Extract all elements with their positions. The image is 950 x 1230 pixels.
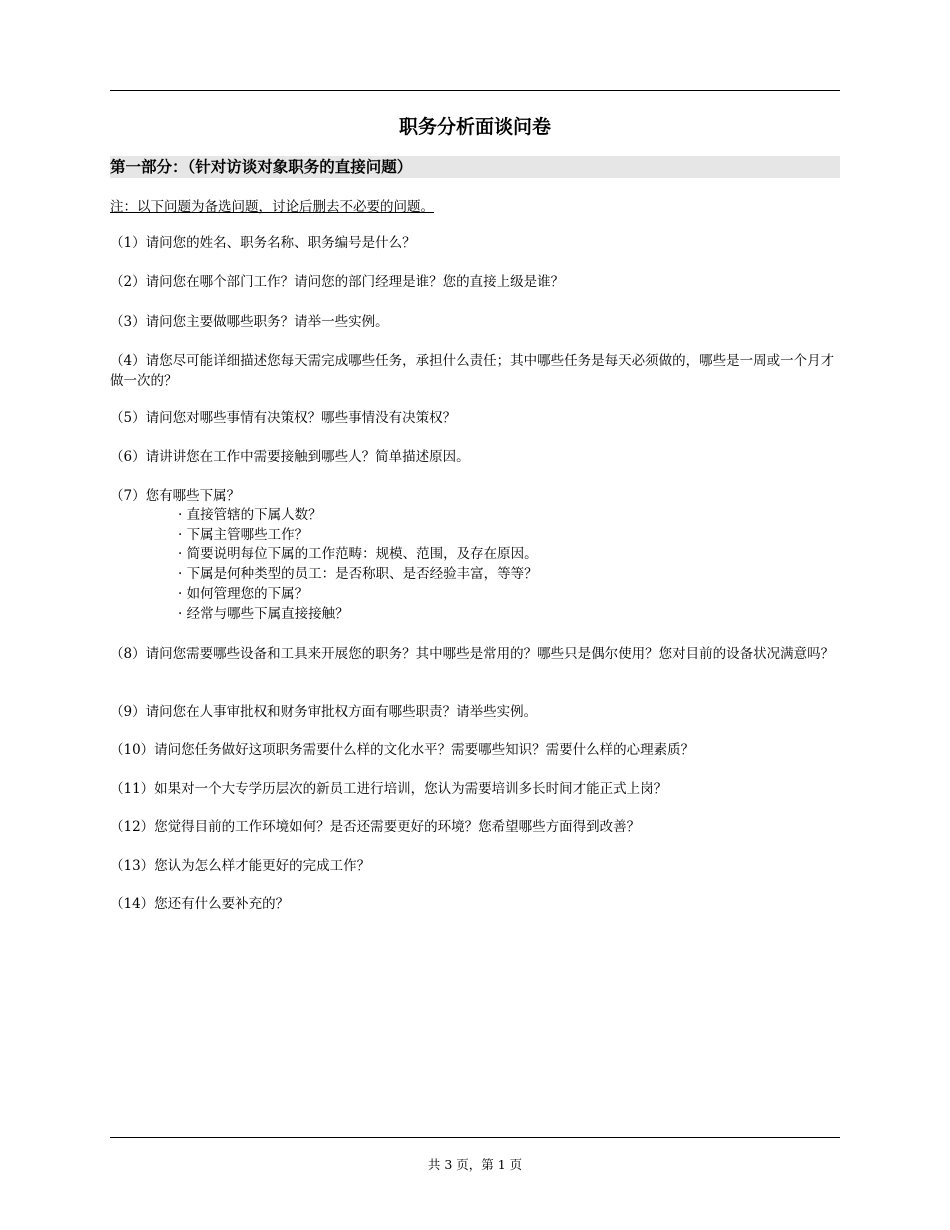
question-4: （4）请您尽可能详细描述您每天需完成哪些任务，承担什么责任；其中哪些任务是每天必须做的，哪些是一周或一个月才做一次的？ xyxy=(110,353,835,389)
question-12: （12）您觉得目前的工作环境如何？是否还需要更好的环境？您希望哪些方面得到改善？ xyxy=(110,819,641,835)
question-7: （7）您有哪些下属？ xyxy=(110,488,241,504)
question-1: （1）请问您的姓名、职务名称、职务编号是什么？ xyxy=(110,235,416,251)
section-heading: 第一部分：（针对访谈对象职务的直接问题） xyxy=(110,156,840,178)
instruction-note: 注：以下问题为备选问题，讨论后删去不必要的问题。 xyxy=(110,199,434,215)
question-9: （9）请问您在人事审批权和财务审批权方面有哪些职责？请举些实例。 xyxy=(110,704,538,720)
question-8: （8）请问您需要哪些设备和工具来开展您的职务？其中哪些是常用的？哪些只是偶尔使用？您对目前的设备状况满意吗？ xyxy=(110,646,835,662)
document-title: 职务分析面谈问卷 xyxy=(398,116,551,138)
subitem: · 下属主管哪些工作？ xyxy=(178,526,309,543)
subitem: · 下属是何种类型的员工：是否称职、是否经验丰富，等等？ xyxy=(178,566,538,583)
question-7-subitems xyxy=(178,506,538,624)
subitem: · 如何管理您的下属？ xyxy=(178,585,309,602)
question-13: （13）您认为怎么样才能更好的完成工作？ xyxy=(110,858,371,874)
subitem: · 简要说明每位下属的工作范畴：规模、范围，及存在原因。 xyxy=(178,546,538,563)
question-10: （10）请问您任务做好这项职务需要什么样的文化水平？需要哪些知识？需要什么样的心理素质？ xyxy=(110,742,695,758)
question-14: （14）您还有什么要补充的？ xyxy=(110,896,290,912)
question-3: （3）请问您主要做哪些职务？请举一些实例。 xyxy=(110,314,389,330)
question-2: （2）请问您在哪个部门工作？请问您的部门经理是谁？您的直接上级是谁？ xyxy=(110,274,565,290)
header-rule xyxy=(110,90,840,91)
question-6: （6）请讲讲您在工作中需要接触到哪些人？简单描述原因。 xyxy=(110,449,470,465)
footer-rule xyxy=(110,1137,840,1138)
subitem: · 直接管辖的下属人数？ xyxy=(178,507,322,523)
page-number: 共 3 页，第 1 页 xyxy=(427,1157,523,1172)
question-11: （11）如果对一个大专学历层次的新员工进行培训，您认为需要培训多长时间才能正式上岗？ xyxy=(110,781,668,797)
subitem: · 经常与哪些下属直接接触？ xyxy=(178,605,349,622)
question-5: （5）请问您对哪些事情有决策权？哪些事情没有决策权？ xyxy=(110,410,457,426)
